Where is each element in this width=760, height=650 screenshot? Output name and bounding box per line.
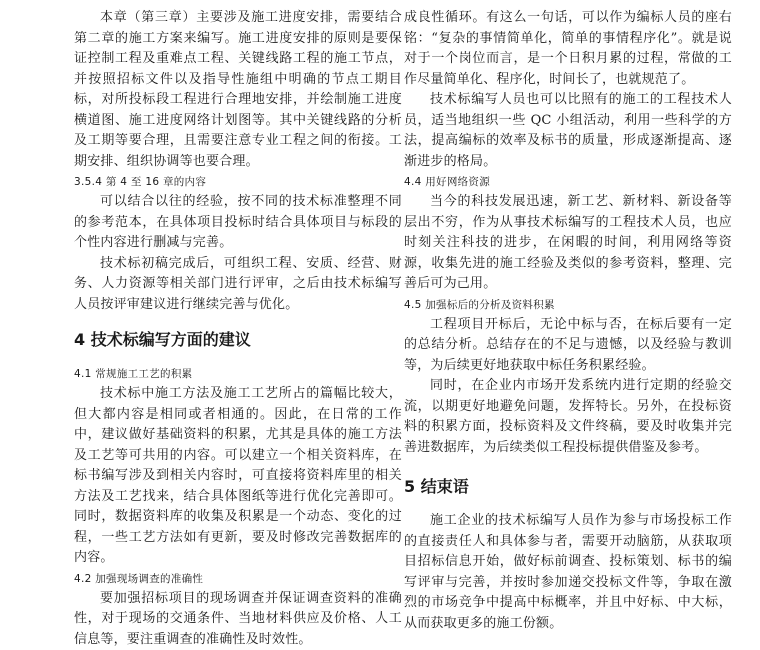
paragraph-conclusion: 施工企业的技术标编写人员作为参与市场投标工作的直接责任人和具体参与者，需要开动脑筋，从获取项目招标信息开始，做好标前调查、投标策划、标书的编写评审与完善，并按时参加递交投标文件等，争取在激烈的市场竞争中提高中标概率，并且中好标、中大标，从而获取更多的施工份额。 — [404, 511, 732, 634]
section-heading-4: 4 技术标编写方面的建议 — [74, 327, 402, 350]
paragraph-network-resources: 当今的科技发展迅速，新工艺、新材料、新设备等层出不穷，作为从事技术标编写的工程技术人员，也应时刻关注科技的进步，在闲暇的时间，利用网络等资源，收集先进的施工经验及类似的参考资料，整理、完善后可为己用。 — [404, 192, 732, 295]
paragraph-draft-review: 技术标初稿完成后，可组织工程、安质、经营、财务、人力资源等相关部门进行评审，之后由技术标编写人员按评审建议进行继续完善与优化。 — [74, 254, 402, 316]
right-column — [404, 8, 732, 634]
paragraph-post-bid-analysis: 工程项目开标后，无论中标与否，在标后要有一定的总结分析。总结存在的不足与遗憾，以及经验与教训等，为后续更好地获取中标任务积累经验。 — [404, 315, 732, 377]
paragraph-reference-templates: 可以结合以往的经验，按不同的技术标准整理不同的参考范本，在具体项目投标时结合具体项目与标段的个性内容进行删减与完善。 — [74, 192, 402, 254]
paragraph-virtuous-cycle: 成良性循环。有这么一句话，可以作为编标人员的座右铭：“复杂的事情简单化，简单的事情程序化”。就是说对于一个岗位而言，是一个日积月累的过程，常做的工作尽量简单化、程序化，时间长了，也就规范了。 — [404, 8, 732, 90]
paragraph-experience-exchange: 同时，在企业内市场开发系统内进行定期的经验交流，以期更好地避免问题，发挥特长。另外，在投标资料的积累方面，投标资料及文件终稿，要及时收集并完善进数据库，为后续类似工程投标提供借鉴及参考。 — [404, 376, 732, 458]
paragraph-schedule-chapter: 本章（第三章）主要涉及施工进度安排，需要结合第二章的施工方案来编写。施工进度安排的原则是要保证控制工程及重难点工程、关键线路工程的施工节点，并按照招标文件以及指导性施组中明确的节点工期目标，对所投标段工程进行合理地安排，并绘制施工进度横道图、施工进度网络计划图等。其中关键线路的分析及工期等要合理，且需要注意专业工程之间的衔接。工期安排、组织协调等也要合理。 — [74, 8, 402, 172]
subheading-4-4: 4.4 用好网络资源 — [404, 172, 732, 192]
subheading-4-2: 4.2 加强现场调查的准确性 — [74, 569, 402, 589]
subheading-3-5-4: 3.5.4 第 4 至 16 章的内容 — [74, 172, 402, 192]
subheading-4-5: 4.5 加强标后的分析及资料积累 — [404, 295, 732, 315]
paragraph-site-survey: 要加强招标项目的现场调查并保证调查资料的准确性，对于现场的交通条件、当地材料供应及价格、人工信息等，要注重调查的准确性及时效性。 — [74, 589, 402, 650]
section-heading-5: 5 结束语 — [404, 474, 732, 497]
paragraph-qc-groups: 技术标编写人员也可以比照有的施工的工程技术人员，适当地组织一些 QC 小组活动，利用一些科学的方法，提高编标的效率及标书的质量，形成逐渐提高、逐渐进步的格局。 — [404, 90, 732, 172]
paragraph-process-accumulation: 技术标中施工方法及施工工艺所占的篇幅比较大，但大都内容是相同或者相通的。因此，在日常的工作中，建议做好基础资料的积累，尤其是具体的施工方法及工艺等可共用的内容。可以建立一个相关资料库，在标书编写涉及到相关内容时，可直接将资料库里的相关方法及工艺找来，结合具体图纸等进行优化完善即可。同时，数据资料库的收集及积累是一个动态、变化的过程，一些工艺方法如有更新，要及时修改完善数据库的内容。 — [74, 384, 402, 569]
subheading-4-1: 4.1 常规施工工艺的积累 — [74, 364, 402, 384]
left-column — [74, 8, 402, 650]
